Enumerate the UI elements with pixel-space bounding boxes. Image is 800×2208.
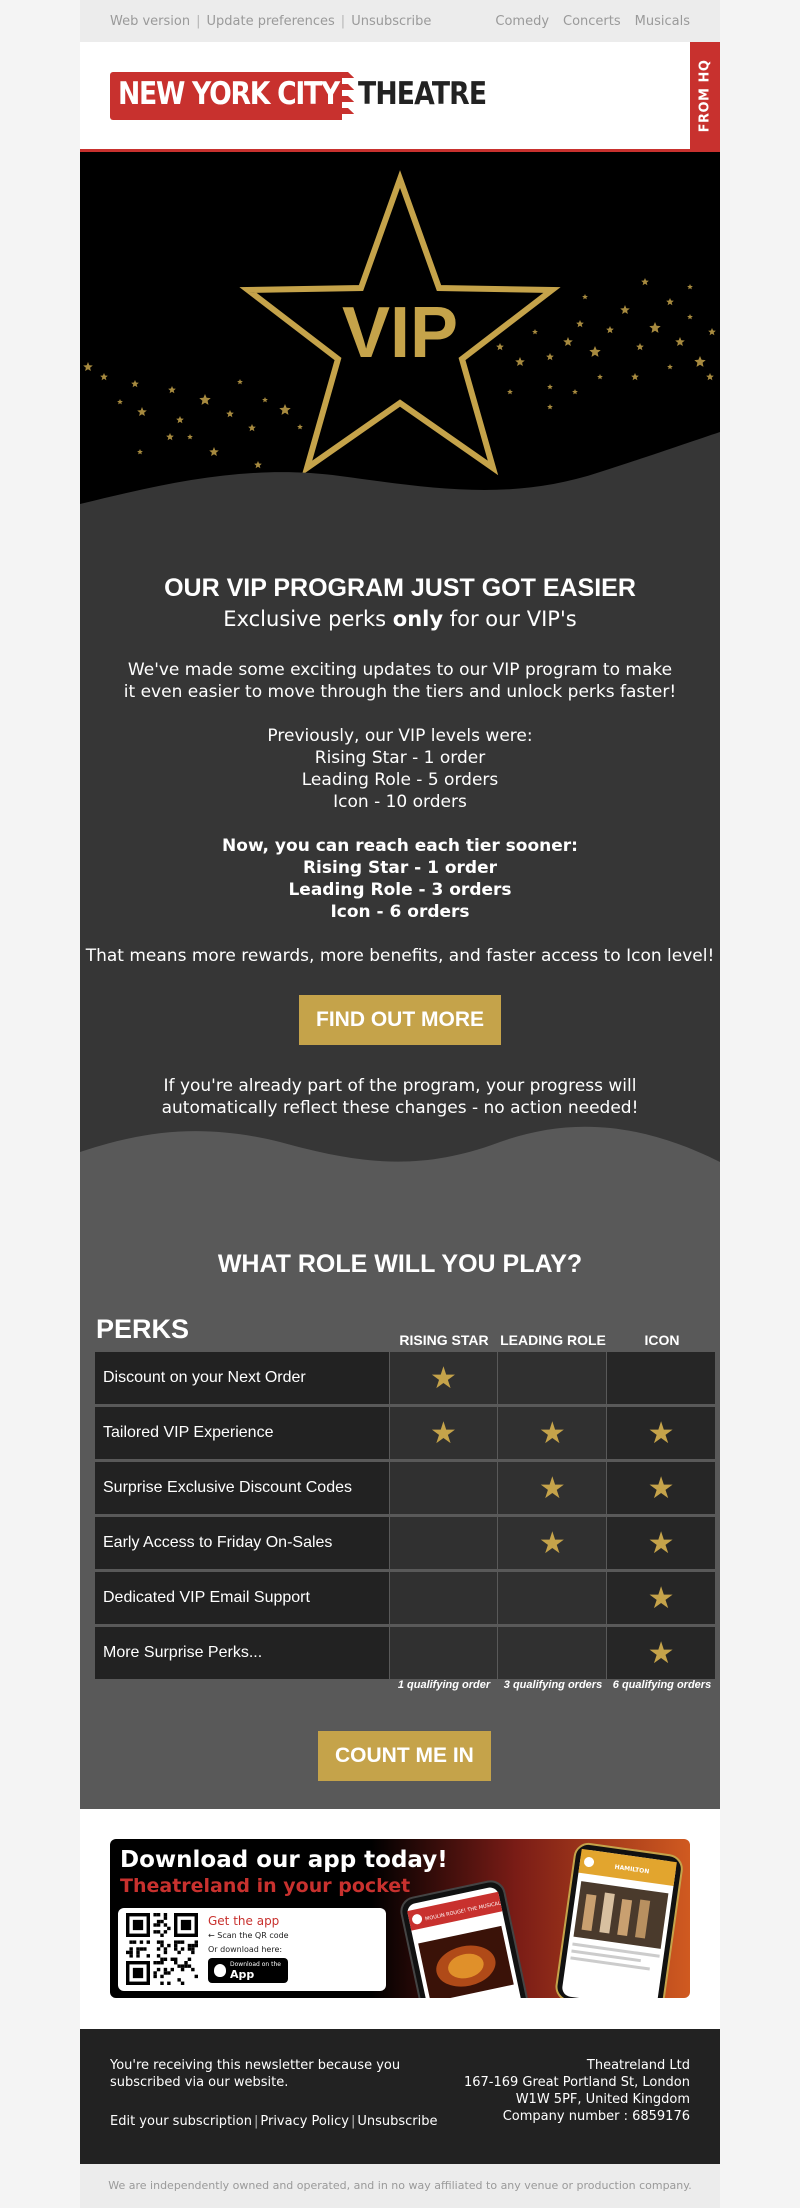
concerts-link[interactable]: Concerts	[563, 13, 621, 29]
sparkle-star-icon	[199, 394, 210, 405]
divider: |	[253, 2114, 259, 2129]
perk-label: Early Access to Friday On-Sales	[95, 1517, 389, 1569]
sparkle-star-icon	[237, 379, 243, 384]
progress-note: If you're already part of the program, your progress will automatically reflect these changes - no action needed!	[161, 1076, 639, 1118]
sparkle-star-icon	[631, 373, 639, 380]
find-out-more-button[interactable]: FIND OUT MORE	[299, 995, 501, 1045]
from-hq-tab	[690, 42, 720, 150]
app-download-section	[80, 1809, 720, 2029]
tier-star-icon: ★	[498, 1462, 606, 1514]
app-download-banner[interactable]	[110, 1839, 690, 1998]
sparkle-star-icon	[254, 461, 262, 468]
get-app-label: Get the app	[208, 1914, 280, 1928]
previous-level: Icon - 10 orders	[333, 792, 467, 812]
comedy-link[interactable]: Comedy	[495, 13, 550, 29]
new-level: Leading Role - 3 orders	[288, 880, 512, 900]
phone-right	[555, 1842, 684, 1998]
perk-label: Discount on your Next Order	[95, 1352, 389, 1404]
sparkle-star-icon	[507, 389, 513, 394]
tier-empty-cell	[607, 1352, 715, 1404]
tier-star-icon: ★	[607, 1407, 715, 1459]
sparkle-star-icon	[589, 346, 600, 357]
new-level: Icon - 6 orders	[330, 902, 470, 922]
tier-star-icon: ★	[607, 1462, 715, 1514]
sparkle-star-icon	[606, 326, 614, 333]
sparkle-star-icon	[620, 305, 630, 314]
qualifying-rising-star: 1 qualifying order	[397, 1679, 491, 1691]
sparkle-star-icon	[687, 284, 693, 289]
app-banner-subtitle: Theatreland in your pocket	[120, 1875, 411, 1897]
previous-levels	[80, 725, 720, 813]
section-subtitle	[80, 607, 720, 631]
footer-links	[110, 2114, 438, 2129]
sparkle-star-icon	[168, 386, 176, 393]
tier-empty-cell	[498, 1352, 606, 1404]
perk-label: More Surprise Perks...	[95, 1627, 389, 1679]
intro-text: We've made some exciting updates to our VIP program to make it even easier to move through the tiers and unlock perks faster!	[123, 660, 677, 702]
update-preferences-link[interactable]: Update preferences	[206, 13, 335, 29]
from-hq-label: FROM HQ	[697, 59, 713, 133]
address-line: 167-169 Great Portland St, London	[463, 2075, 690, 2090]
scan-text: Scan the QR code	[217, 1931, 289, 1940]
phone-mockups	[110, 1839, 690, 1998]
web-version-link[interactable]: Web version	[110, 13, 191, 29]
top-bar	[80, 0, 720, 42]
sparkle-star-icon	[209, 447, 219, 456]
musicals-link[interactable]: Musicals	[634, 13, 690, 29]
vip-hero-banner	[80, 152, 720, 542]
previous-level: Rising Star - 1 order	[314, 748, 486, 768]
tier-star-icon: ★	[498, 1407, 606, 1459]
subscription-notice: You're receiving this newsletter because you subscribed via our website.	[110, 2058, 401, 2090]
sparkle-star-icon	[666, 298, 674, 305]
qualifying-leading-role: 3 qualifying orders	[503, 1679, 603, 1691]
tier-star-icon: ★	[607, 1627, 715, 1679]
tier-empty-cell	[498, 1627, 606, 1679]
tier-empty-cell	[390, 1462, 498, 1514]
new-heading: Now, you can reach each tier sooner:	[222, 836, 578, 856]
perk-row	[95, 1627, 715, 1679]
perk-row	[95, 1352, 715, 1404]
phone-left	[399, 1879, 533, 1998]
sparkle-star-icon	[100, 373, 108, 380]
unsubscribe-link[interactable]: Unsubscribe	[351, 13, 432, 29]
sparkle-star-icon	[708, 328, 716, 335]
sparkle-star-icon	[694, 356, 705, 367]
footer-unsubscribe-link[interactable]: Unsubscribe	[357, 2114, 438, 2129]
sparkle-star-icon	[532, 329, 538, 334]
perk-row	[95, 1407, 715, 1459]
subtitle-emphasis: only	[392, 607, 444, 631]
perks-heading: WHAT ROLE WILL YOU PLAY?	[217, 1250, 583, 1278]
sparkle-star-icon	[547, 404, 553, 409]
sparkle-star-icon	[576, 320, 584, 327]
tier-star-icon: ★	[607, 1517, 715, 1569]
app-banner-title: Download our app today!	[120, 1847, 448, 1873]
sparkle-star-icon	[187, 434, 193, 439]
header	[80, 42, 720, 152]
sparkle-star-icon	[641, 278, 649, 285]
perk-label: Tailored VIP Experience	[95, 1407, 389, 1459]
divider: |	[340, 13, 346, 29]
count-me-in-button[interactable]: COUNT ME IN	[318, 1731, 491, 1781]
vip-star-illustration	[80, 152, 720, 542]
perks-table	[95, 1352, 715, 1682]
company-address	[464, 2057, 690, 2125]
column-header-leading-role: LEADING ROLE	[500, 1332, 606, 1348]
sparkle-star-icon	[137, 449, 143, 454]
sparkle-star-icon	[226, 410, 234, 417]
address-line: W1W 5PF, United Kingdom	[515, 2092, 690, 2107]
logo-text-city[interactable]: NEW YORK CITY	[118, 76, 339, 112]
tier-star-icon: ★	[390, 1352, 498, 1404]
sparkle-star-icon	[582, 294, 588, 299]
app-store-small-text: Download on the	[230, 1961, 281, 1968]
sparkle-star-icon	[563, 337, 573, 346]
sparkle-star-icon	[496, 343, 504, 350]
sparkle-star-icon	[117, 399, 123, 404]
sparkle-star-icon	[572, 389, 578, 394]
tier-empty-cell	[390, 1627, 498, 1679]
disclaimer: We are independently owned and operated, and in no way affiliated to any venue or production company.	[80, 2164, 720, 2208]
sparkle-star-icon	[131, 380, 139, 387]
perk-row	[95, 1572, 715, 1624]
svg-text:MOULIN ROUGE! THE MUSICAL: MOULIN ROUGE! THE MUSICAL	[424, 1900, 502, 1923]
perk-label: Dedicated VIP Email Support	[95, 1572, 389, 1624]
sparkle-star-icon	[166, 433, 174, 440]
address-line: Theatreland Ltd	[586, 2058, 690, 2073]
or-download-label: Or download here:	[208, 1945, 283, 1954]
benefits-text: That means more rewards, more benefits, and faster access to Icon level!	[85, 946, 715, 966]
sparkle-star-icon	[636, 343, 644, 350]
app-store-label: App Store	[230, 1968, 264, 1994]
sparkle-star-icon	[137, 407, 147, 416]
divider: |	[350, 2114, 356, 2129]
sparkle-star-icon	[687, 314, 693, 319]
perk-label: Surprise Exclusive Discount Codes	[95, 1462, 389, 1514]
tier-empty-cell	[390, 1572, 498, 1624]
wave-divider	[80, 432, 720, 542]
logo-text-theatre[interactable]: THEATRE	[358, 76, 487, 112]
sparkle-star-icon	[649, 322, 660, 333]
new-levels	[80, 835, 720, 923]
tier-star-icon: ★	[390, 1407, 498, 1459]
perks-table-title: PERKS	[96, 1314, 190, 1344]
edit-subscription-link[interactable]: Edit your subscription	[110, 2114, 252, 2129]
sparkle-star-icon	[176, 416, 184, 423]
column-header-rising-star: RISING STAR	[399, 1332, 489, 1348]
new-level: Rising Star - 1 order	[302, 858, 498, 878]
sparkle-star-icon	[675, 337, 685, 346]
scan-instruction: ← Scan the QR code	[208, 1931, 289, 1940]
previous-level: Leading Role - 5 orders	[301, 770, 499, 790]
footer	[80, 2029, 720, 2164]
sparkle-star-icon	[248, 424, 256, 431]
perk-row	[95, 1462, 715, 1514]
wave-divider	[80, 1112, 720, 1192]
address-line: Company number : 6859176	[502, 2109, 690, 2124]
qualifying-icon: 6 qualifying orders	[612, 1679, 712, 1691]
tier-empty-cell	[390, 1517, 498, 1569]
tier-star-icon: ★	[498, 1517, 606, 1569]
subtitle-text: for our VIP's	[443, 607, 577, 631]
sparkle-star-icon	[547, 384, 553, 389]
sparkle-star-icon	[297, 424, 303, 429]
sparkle-star-icon	[515, 357, 525, 366]
perk-row	[95, 1517, 715, 1569]
perks-section	[80, 1182, 720, 1809]
section-title: OUR VIP PROGRAM JUST GOT EASIER	[164, 574, 636, 602]
sparkle-star-icon	[83, 362, 93, 371]
svg-text:HAMILTON: HAMILTON	[614, 1863, 650, 1876]
vip-program-section	[80, 542, 720, 1182]
sparkle-star-icon	[546, 353, 554, 360]
vip-star-text: VIP	[341, 293, 459, 373]
sparkle-star-icon	[706, 373, 714, 380]
sparkle-star-icon	[667, 364, 673, 369]
divider: |	[196, 13, 201, 29]
column-header-icon: ICON	[644, 1332, 680, 1348]
sparkle-star-icon	[597, 374, 603, 379]
previous-heading: Previously, our VIP levels were:	[267, 726, 533, 746]
sparkle-star-icon	[279, 404, 290, 415]
sparkle-star-icon	[262, 397, 268, 402]
tier-empty-cell	[498, 1572, 606, 1624]
subtitle-text: Exclusive perks	[223, 607, 393, 631]
privacy-policy-link[interactable]: Privacy Policy	[260, 2114, 349, 2129]
tier-star-icon: ★	[607, 1572, 715, 1624]
